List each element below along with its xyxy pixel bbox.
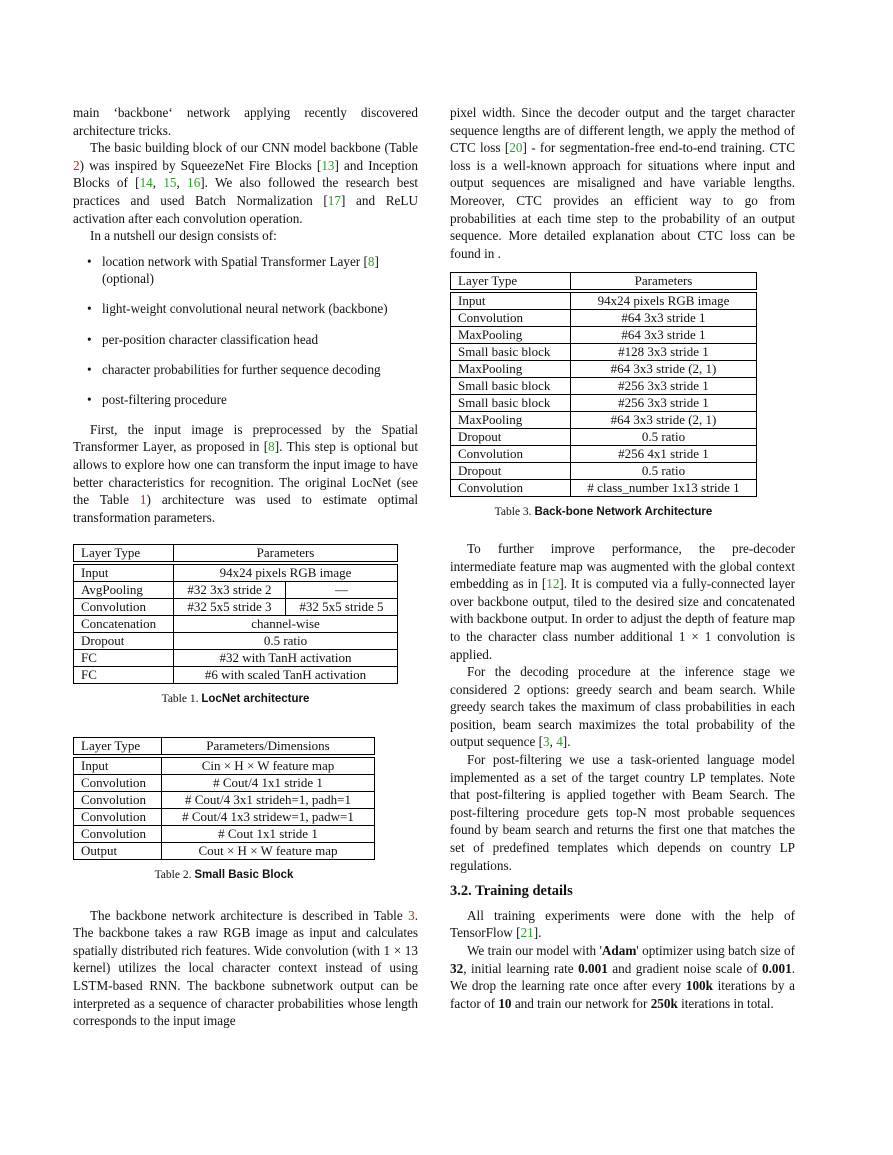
citation-link[interactable]: 8 (268, 439, 275, 455)
table-ref-link[interactable]: 1 (139, 492, 147, 508)
paragraph-ctc: pixel width. Since the decoder output and the target character sequence lengths are of different length, we apply the method of CTC loss [20] - for segmentation-free end-to-end training. CTC loss is a well-known approach for situations where input and output sequences are misaligned and have variable lengths. Moreover, CTC provides an efficient way to go from probabilities at each time step to the probability of an output sequence. More detailed explanation about CTC loss can be found in . (450, 105, 795, 261)
table-cell: #128 3x3 stride 1 (571, 344, 757, 361)
paragraph-backbone-description: The backbone network architecture is described in Table 3. The backbone takes a raw RGB image as input and calculates spatially distributed rich features. Wide convolution (with 1 × 13 kernel) utilizes the local character context instead of using LSTM-based RNN. The backbone subnetwork output can be interpreted as a sequence of character probabilities whose length corresponds to the input image (73, 907, 418, 1029)
table-cell: Convolution (74, 774, 162, 791)
table-row (74, 757, 375, 774)
table-row (451, 446, 757, 463)
table-cell: Input (74, 565, 174, 582)
citation-link[interactable]: 17 (327, 192, 341, 208)
table-cell: Small basic block (451, 378, 571, 395)
table-row (74, 791, 375, 808)
table-header-row (451, 273, 757, 290)
table-cell: #256 3x3 stride 1 (571, 378, 757, 395)
table-header-row (74, 737, 375, 754)
table-row (74, 616, 398, 633)
table-cell: # Cout/4 1x3 stridew=1, padw=1 (162, 808, 375, 825)
table-cell: MaxPooling (451, 327, 571, 344)
table-cell: Dropout (451, 463, 571, 480)
table-cell: channel-wise (174, 616, 398, 633)
table-cell: # Cout/4 3x1 strideh=1, padh=1 (162, 791, 375, 808)
table-header-cell: Parameters/Dimensions (162, 737, 375, 754)
citation-link[interactable]: 13 (321, 157, 335, 173)
table-row (451, 310, 757, 327)
paragraph-nutshell: In a nutshell our design consists of: (90, 228, 277, 244)
table-cell: AvgPooling (74, 582, 174, 599)
locnet-table (73, 544, 398, 684)
citation-link[interactable]: 12 (546, 576, 560, 592)
table-caption: Table 3. Back-bone Network Architecture (494, 506, 713, 519)
table-cell: FC (74, 650, 174, 667)
table-cell: #256 3x3 stride 1 (571, 395, 757, 412)
table-row (451, 412, 757, 429)
table-caption: Table 1. LocNet architecture (161, 693, 310, 706)
table-row (451, 395, 757, 412)
list-item: • location network with Spatial Transformer Layer [8] (optional) (73, 253, 418, 288)
table-row (74, 633, 398, 650)
table-cell: Small basic block (451, 395, 571, 412)
small-basic-block-table (73, 737, 375, 860)
table-cell: Output (74, 842, 162, 859)
list-item: • per-position character classification head (73, 331, 418, 349)
table-row (451, 361, 757, 378)
table-cell: 94x24 pixels RGB image (571, 293, 757, 310)
list-item: • character probabilities for further sequence decoding (73, 361, 418, 379)
section-heading: 3.2. Training details (450, 883, 573, 900)
table-row (74, 842, 375, 859)
table-2-container (73, 737, 418, 885)
table-3-container (450, 272, 795, 522)
table-cell: MaxPooling (451, 412, 571, 429)
table-caption: Table 2. Small Basic Block (154, 868, 294, 881)
backbone-table (450, 272, 757, 497)
table-header-cell: Parameters (571, 273, 757, 290)
table-header-row (74, 545, 398, 562)
table-cell: Dropout (451, 429, 571, 446)
table-row (74, 825, 375, 842)
citation-link[interactable]: 3 (543, 734, 550, 750)
table-ref-link[interactable]: 2 (73, 157, 80, 173)
table-cell: #6 with scaled TanH activation (174, 667, 398, 684)
table-row (451, 463, 757, 480)
table-cell: # Cout 1x1 stride 1 (162, 825, 375, 842)
table-cell: 0.5 ratio (571, 429, 757, 446)
table-row (451, 480, 757, 497)
table-row (74, 599, 398, 616)
table-cell: — (286, 582, 398, 599)
table-cell: #64 3x3 stride 1 (571, 310, 757, 327)
table-row (451, 293, 757, 310)
table-row (451, 344, 757, 361)
paragraph-post-filtering: For post-filtering we use a task-oriented language model implemented as a set of the target country LP templates. Note that post-filtering is applied together with Beam Search. The post-filtering procedure gets top-N most probable sequences found by beam search and returns the first one that matches the set of predefined templates which depends on country LP regulations. (450, 752, 795, 873)
citation-link[interactable]: 14 (139, 175, 153, 191)
table-cell: #32 3x3 stride 2 (174, 582, 286, 599)
paragraph-building-block: The basic building block of our CNN model backbone (Table 2) was inspired by SqueezeNet Fire Blocks [13] and Inception Blocks of [14, 15, 16]. We also followed the research best practices and used Batch Normalization [17] and ReLU activation after each convolution operation. (73, 140, 419, 226)
table-row (74, 565, 398, 582)
table-cell: Convolution (74, 808, 162, 825)
right-column (450, 104, 795, 1012)
list-item: • post-filtering procedure (73, 391, 418, 409)
table-row (74, 667, 398, 684)
table-cell: Convolution (74, 599, 174, 616)
paragraph-backbone-intro: main ‘backbone‘ network applying recently discovered architecture tricks. (73, 105, 418, 138)
table-row (74, 774, 375, 791)
table-row (451, 378, 757, 395)
citation-link[interactable]: 16 (187, 175, 201, 191)
design-list (73, 253, 418, 409)
table-cell: #32 5x5 stride 5 (286, 599, 398, 616)
table-row (74, 582, 398, 599)
table-row (451, 327, 757, 344)
table-header-cell: Layer Type (74, 545, 174, 562)
citation-link[interactable]: 4 (556, 734, 563, 750)
table-cell: Dropout (74, 633, 174, 650)
citation-link[interactable]: 20 (509, 140, 523, 156)
table-cell: Convolution (451, 480, 571, 497)
table-row (74, 650, 398, 667)
table-cell: 0.5 ratio (174, 633, 398, 650)
paragraph-training-params: We train our model with 'Adam' optimizer using batch size of 32, initial learning rate 0.001 and gradient noise scale of 0.001. We drop the learning rate once after every 100k iterations by a factor of 10 and train our network for 250k iterations in total. (450, 943, 795, 1011)
table-cell: Convolution (451, 446, 571, 463)
table-cell: Convolution (74, 791, 162, 808)
table-header-cell: Layer Type (451, 273, 571, 290)
table-1-container (73, 544, 418, 709)
table-cell: 0.5 ratio (571, 463, 757, 480)
table-cell: FC (74, 667, 174, 684)
citation-link[interactable]: 21 (520, 925, 534, 941)
table-cell: # class_number 1x13 stride 1 (571, 480, 757, 497)
paragraph-preprocess: First, the input image is preprocessed by the Spatial Transformer Layer, as proposed in [8]. This step is optional but allows to explore how one can transform the input image to have better characteristics for recognition. The original LocNet (see the Table 1) architecture was used to estimate optimal transformation parameters. (73, 421, 418, 525)
table-cell: #256 4x1 stride 1 (571, 446, 757, 463)
table-cell: Cout × H × W feature map (162, 842, 375, 859)
table-cell: Cin × H × W feature map (162, 757, 375, 774)
table-cell: # Cout/4 1x1 stride 1 (162, 774, 375, 791)
table-header-cell: Layer Type (74, 737, 162, 754)
paragraph-decoding: For the decoding procedure at the inference stage we considered 2 options: greedy search and beam search. While greedy search takes the maximum of class probabilities in each position, beam search maximizes the total probability of the output sequence [3, 4]. (450, 664, 795, 750)
table-cell: MaxPooling (451, 361, 571, 378)
table-cell: Convolution (74, 825, 162, 842)
table-cell: 94x24 pixels RGB image (174, 565, 398, 582)
table-cell: Concatenation (74, 616, 174, 633)
table-row (74, 808, 375, 825)
table-cell: Input (74, 757, 162, 774)
citation-link[interactable]: 8 (367, 253, 375, 269)
table-cell: Small basic block (451, 344, 571, 361)
table-cell: #64 3x3 stride (2, 1) (571, 361, 757, 378)
table-row (451, 429, 757, 446)
table-cell: #64 3x3 stride 1 (571, 327, 757, 344)
paragraph-tensorflow: All training experiments were done with the help of TensorFlow [21]. (450, 907, 795, 941)
table-cell: #32 5x5 stride 3 (174, 599, 286, 616)
table-cell: Input (451, 293, 571, 310)
table-cell: #64 3x3 stride (2, 1) (571, 412, 757, 429)
table-cell: Convolution (451, 310, 571, 327)
list-item: • light-weight convolutional neural network (backbone) (73, 300, 418, 318)
paragraph-global-context: To further improve performance, the pre-decoder intermediate feature map was augmented with the global context embedding as in [12]. It is computed via a fully-connected layer over backbone output, tiled to the desired size and concatenated with backbone output. In order to adjust the depth of feature map to the character class number additional 1 × 1 convolution is applied. (450, 540, 795, 662)
table-cell: #32 with TanH activation (174, 650, 398, 667)
table-header-cell: Parameters (174, 545, 398, 562)
table-ref-link[interactable]: 3 (408, 907, 415, 923)
citation-link[interactable]: 15 (163, 175, 177, 191)
left-column (73, 104, 418, 1030)
